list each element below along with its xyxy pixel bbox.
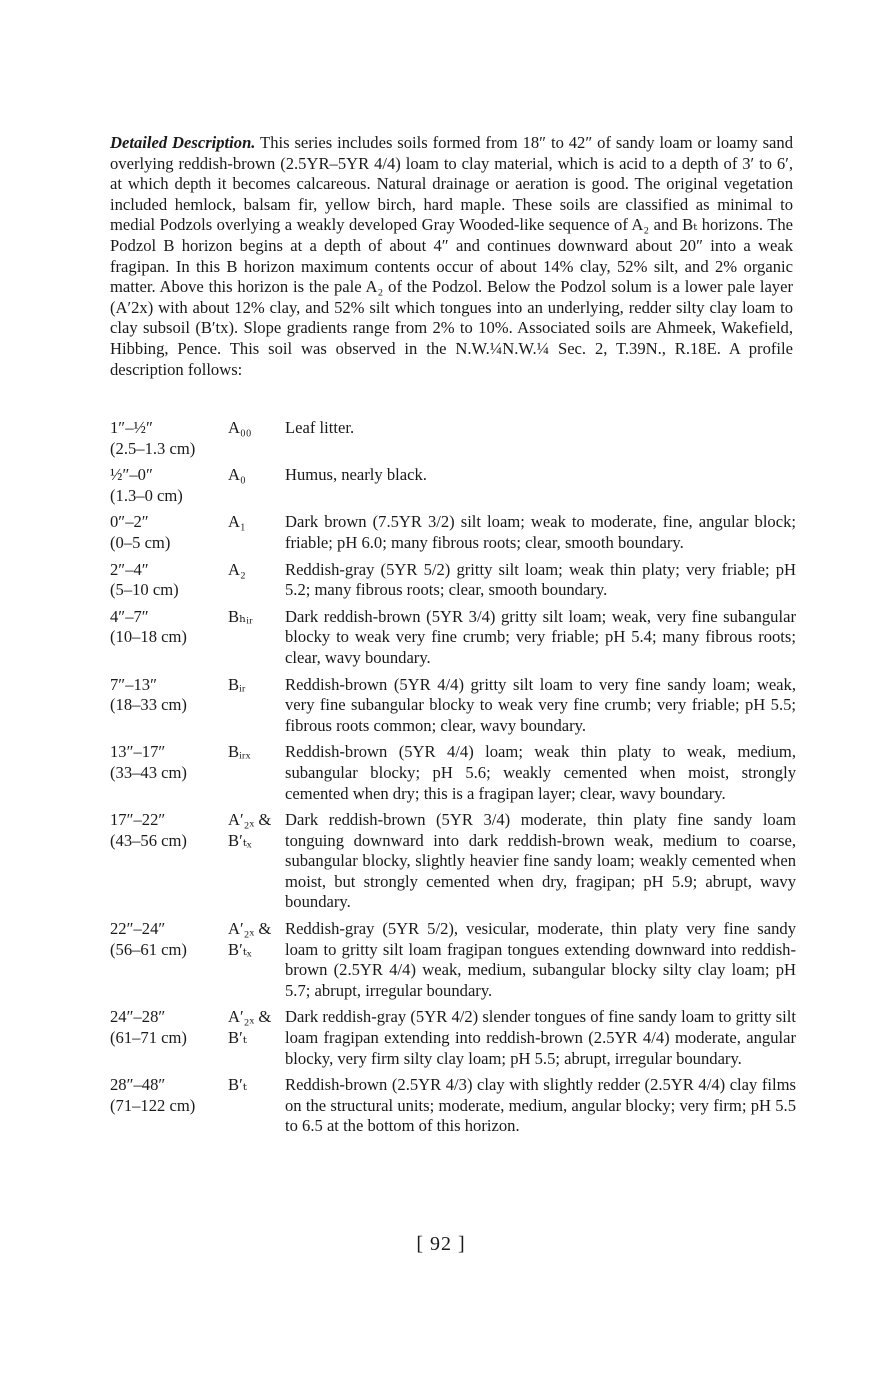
- horizon-label: A₁: [228, 512, 246, 532]
- depth-centimeters: (33–43 cm): [110, 762, 187, 782]
- horizon-cell: [228, 919, 285, 1001]
- horizon-cell: [228, 1075, 285, 1137]
- profile-row: [110, 675, 796, 737]
- depth-cell: [110, 1075, 228, 1137]
- profile-row: [110, 919, 796, 1001]
- depth-cell: [110, 919, 228, 1001]
- depth-inches: ½″–0″: [110, 465, 153, 485]
- depth-centimeters: (5–10 cm): [110, 580, 179, 600]
- depth-inches: 13″–17″: [110, 742, 166, 762]
- profile-description-list: [110, 418, 796, 1143]
- horizon-label: Bₕᵢᵣ: [228, 606, 253, 626]
- depth-centimeters: (1.3–0 cm): [110, 485, 183, 505]
- depth-cell: [110, 1007, 228, 1069]
- horizon-label: A₀: [228, 465, 246, 485]
- depth-cell: [110, 418, 228, 459]
- horizon-label: A₀₀: [228, 418, 252, 437]
- horizon-label-secondary: B′ₜₓ: [228, 939, 252, 959]
- depth-centimeters: (71–122 cm): [110, 1095, 196, 1115]
- profile-row: [110, 1075, 796, 1137]
- horizon-description: Dark reddish-gray (5YR 4/2) slender tongues of fine sandy loam to gritty silt loam fragipan extending into reddish-brown (2.5YR 4/4) moderate, angular blocky, very firm silty clay loam; pH 5.5; abrupt, irregular boundary.: [285, 1007, 796, 1068]
- intro-lead: Detailed Description.: [110, 133, 256, 152]
- page-number: [ 92 ]: [416, 1233, 466, 1255]
- depth-centimeters: (18–33 cm): [110, 695, 187, 715]
- profile-row: [110, 1007, 796, 1069]
- depth-inches: 28″–48″: [110, 1075, 166, 1095]
- depth-inches: 24″–28″: [110, 1007, 166, 1027]
- horizon-cell: [228, 512, 285, 553]
- horizon-description: Leaf litter.: [285, 418, 355, 437]
- depth-centimeters: (43–56 cm): [110, 830, 187, 850]
- horizon-description: Reddish-gray (5YR 5/2), vesicular, moderate, thin platy very fine sandy loam to gritty silt loam fragipan tongues extending downward into reddish-brown (2.5YR 4/4) weak, medium, subangular blocky silty clay loam; pH 5.7; abrupt, irregular boundary.: [285, 919, 796, 1000]
- horizon-label-secondary: B′ₜ: [228, 1028, 247, 1048]
- profile-row: [110, 465, 796, 506]
- horizon-label: A′₂ₓ &: [228, 1007, 272, 1027]
- horizon-description: Dark brown (7.5YR 3/2) silt loam; weak to moderate, fine, angular block; friable; pH 6.0; many fibrous roots; clear, smooth boundary.: [285, 512, 796, 552]
- horizon-label: Bᵢᵣₓ: [228, 742, 251, 762]
- horizon-description: Reddish-brown (5YR 4/4) loam; weak thin platy to weak, medium, subangular blocky; pH 5.6; weakly cemented when moist, strongly cemented when dry; this is a fragipan layer; clear, wavy boundary.: [285, 742, 796, 803]
- depth-cell: [110, 607, 228, 669]
- depth-inches: 2″–4″: [110, 559, 149, 579]
- depth-cell: [110, 810, 228, 913]
- horizon-label: A₂: [228, 559, 246, 579]
- horizon-cell: [228, 810, 285, 913]
- depth-centimeters: (10–18 cm): [110, 627, 187, 647]
- horizon-label: A′₂ₓ &: [228, 810, 272, 830]
- depth-inches: 1″–½″: [110, 418, 153, 437]
- horizon-cell: [228, 607, 285, 669]
- horizon-description: Reddish-brown (2.5YR 4/3) clay with slightly redder (2.5YR 4/4) clay films on the structural units; moderate, medium, angular blocky; very firm; pH 5.5 to 6.5 at the bottom of this horizon.: [285, 1075, 796, 1136]
- depth-centimeters: (0–5 cm): [110, 532, 171, 552]
- profile-row: [110, 560, 796, 601]
- intro-text: This series includes soils formed from 18″ to 42″ of sandy loam or loamy sand overlying reddish-brown (2.5YR–5YR 4/4) loam to clay material, which is acid to a depth of 3′ to 6′, at which depth it becomes calcareous. Natural drainage or aeration is good. The original vegetation included hemlock, balsam fir, yellow birch, hard maple. These soils are classified as minimal to medial Podzols overlying a weakly developed Gray Wooded-like sequence of A₂ and Bₜ horizons. The Podzol B horizon begins at a depth of about 4″ and continues downward about 20″ into a weak fragipan. In this B horizon maximum contents occur of about 14% clay, 52% silt, and 2% organic matter. Above this horizon is the pale A₂ of the Podzol. Below the Podzol solum is a lower pale layer (A′2x) with about 12% clay, and 52% silt which tongues into an underlying, redder silty clay loam to clay subsoil (B′tx). Slope gradients range from 2% to 10%. Associated soils are Ahmeek, Wakefield, Hibbing, Pence. This soil was observed in the N.W.¼N.W.¼ Sec. 2, T.39N., R.18E. A profile description follows:: [110, 133, 794, 379]
- horizon-cell: [228, 1007, 285, 1069]
- depth-centimeters: (61–71 cm): [110, 1028, 187, 1048]
- depth-cell: [110, 742, 228, 804]
- depth-inches: 22″–24″: [110, 919, 166, 939]
- intro-paragraph: [110, 133, 793, 380]
- profile-row: [110, 742, 796, 804]
- horizon-description: Reddish-gray (5YR 5/2) gritty silt loam; weak thin platy; very friable; pH 5.2; many fibrous roots; clear, smooth boundary.: [285, 559, 796, 600]
- depth-cell: [110, 465, 228, 506]
- profile-row: [110, 607, 796, 669]
- depth-cell: [110, 512, 228, 553]
- horizon-cell: [228, 560, 285, 601]
- depth-centimeters: (56–61 cm): [110, 939, 187, 959]
- horizon-label: B′ₜ: [228, 1075, 247, 1095]
- horizon-label: A′₂ₓ &: [228, 919, 272, 939]
- depth-inches: 17″–22″: [110, 810, 166, 830]
- depth-cell: [110, 675, 228, 737]
- profile-row: [110, 418, 796, 459]
- horizon-label-secondary: B′ₜₓ: [228, 830, 252, 850]
- depth-inches: 4″–7″: [110, 606, 149, 626]
- horizon-cell: [228, 418, 285, 459]
- profile-row: [110, 512, 796, 553]
- horizon-description: Humus, nearly black.: [285, 465, 427, 485]
- horizon-cell: [228, 675, 285, 737]
- depth-inches: 7″–13″: [110, 674, 158, 694]
- horizon-label: Bᵢᵣ: [228, 674, 246, 694]
- horizon-cell: [228, 742, 285, 804]
- horizon-cell: [228, 465, 285, 506]
- depth-centimeters: (2.5–1.3 cm): [110, 438, 196, 458]
- horizon-description: Reddish-brown (5YR 4/4) gritty silt loam to very fine sandy loam; weak, very fine subangular blocky to weak very fine crumb; very friable; pH 5.5; fibrous roots common; clear, wavy boundary.: [285, 674, 796, 735]
- horizon-description: Dark reddish-brown (5YR 3/4) moderate, thin platy fine sandy loam tonguing downward into dark reddish-brown weak, medium to coarse, subangular blocky, slightly heavier fine sandy loam; weakly cemented when moist, but strongly cemented when dry, fragipan; pH 5.9; abrupt, wavy boundary.: [285, 810, 796, 912]
- depth-cell: [110, 560, 228, 601]
- profile-row: [110, 810, 796, 913]
- horizon-description: Dark reddish-brown (5YR 3/4) gritty silt loam; weak, very fine subangular blocky to weak very fine crumb; very friable; pH 5.4; many fibrous roots; clear, wavy boundary.: [285, 606, 796, 667]
- depth-inches: 0″–2″: [110, 512, 149, 532]
